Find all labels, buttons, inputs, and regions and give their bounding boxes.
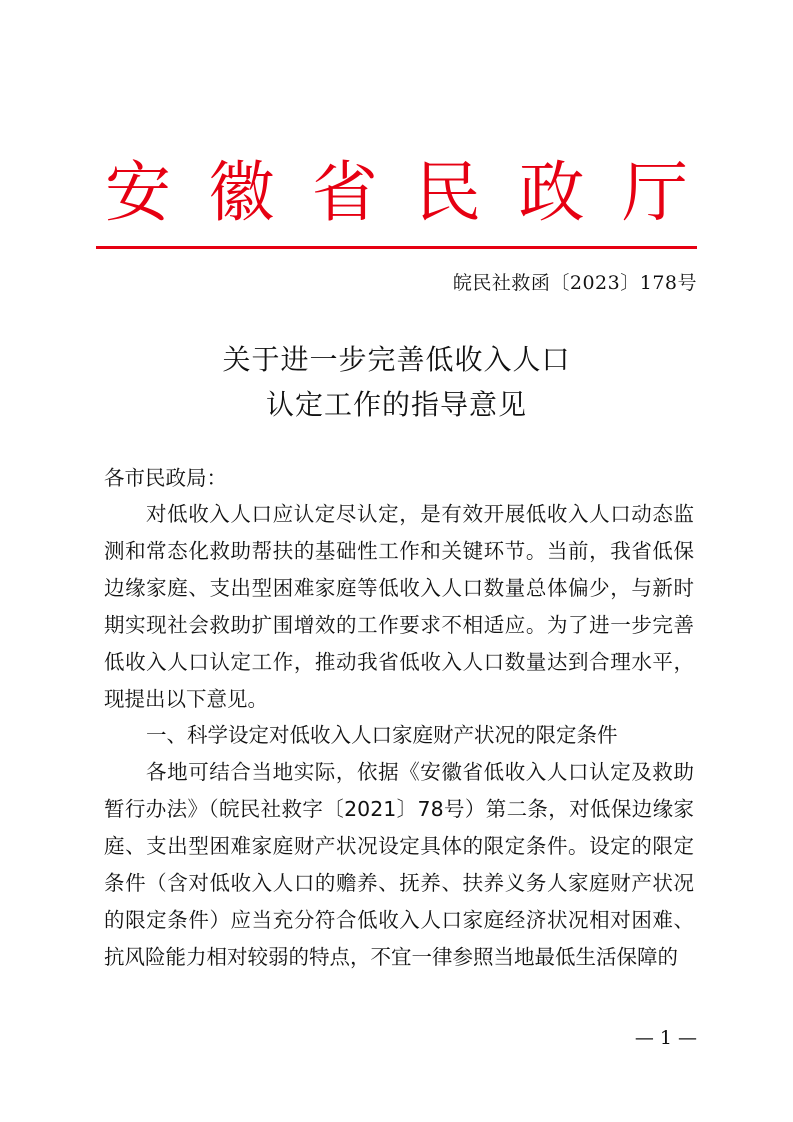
section-heading-1: 一、科学设定对低收入人口家庭财产状况的限定条件 [146,723,618,747]
masthead-char: 安 [105,154,171,231]
red-separator-line [96,246,697,249]
page-number: — 1 — [634,1027,697,1049]
document-number: 皖民社救函〔2023〕178号 [452,272,697,294]
masthead-title [96,148,697,238]
masthead-char: 省 [311,154,378,231]
salutation: 各市民政局： [104,466,227,490]
intro-paragraph: 对低收入人口应认定尽认定，是有效开展低收入人口动态监测和常态化救助帮扶的基础性工作和关键环节。当前，我省低保边缘家庭、支出型困难家庭等低收入人口数量总体偏少，与新时期实现社会救助扩围增效的工作要求不相适应。为了进一步完善低收入人口认定工作，推动我省低收入人口数量达到合理水平，现提出以下意见。 [104,502,694,711]
masthead-char: 厅 [621,154,688,231]
document-title-line-2: 认定工作的指导意见 [265,388,527,421]
masthead-char: 政 [518,154,585,231]
masthead-char: 徽 [208,154,275,231]
masthead-char: 民 [415,154,482,231]
document-title-line-1: 关于进一步完善低收入人口 [222,343,571,376]
section-1-paragraph: 各地可结合当地实际，依据《安徽省低收入人口认定及救助暂行办法》（皖民社救字〔2021〕78号）第二条，对低保边缘家庭、支出型困难家庭财产状况设定具体的限定条件。设定的限定条件（含对低收入人口的赡养、抚养、扶养义务人家庭财产状况的限定条件）应当充分符合低收入人口家庭经济状况相对困难、抗风险能力相对较弱的特点，不宜一律参照当地最低生活保障的 [104,760,694,969]
